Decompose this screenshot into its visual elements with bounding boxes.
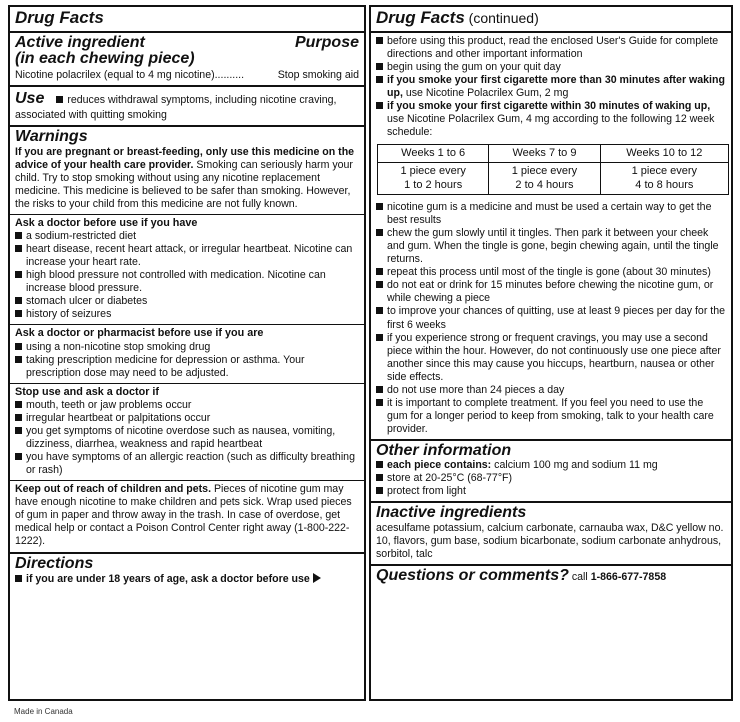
phone-number[interactable]: 1-866-677-7858 [590, 571, 667, 584]
directions-item: if you are under 18 years of age, ask a doctor before use [15, 573, 359, 586]
inactive-ingredients-section [371, 503, 731, 566]
questions-section [371, 566, 731, 588]
list-item: you get symptoms of nicotine overdose such as nausea, vomiting, dizziness, diarrhea, weakness and rapid heartbeat [15, 425, 359, 451]
bullet-icon [376, 461, 383, 468]
table-header-cell: Weeks 7 to 9 [489, 144, 600, 163]
use-heading: Use [15, 90, 45, 108]
list-item: a sodium-restricted diet [15, 230, 359, 243]
list-item: heart disease, recent heart attack, or irregular heartbeat. Nicotine can increase your heart rate. [15, 243, 359, 269]
inactive-ingredients-heading: Inactive ingredients [376, 504, 527, 522]
drug-facts-title-continued: Drug Facts [376, 8, 465, 27]
dosage-schedule-table [377, 144, 729, 196]
bullet-icon [15, 414, 22, 421]
bullet-icon [376, 63, 383, 70]
bullet-icon [15, 427, 22, 434]
bullet-icon [376, 474, 383, 481]
ingredient-name: Nicotine polacrilex (equal to 4 mg nicotine).......... [15, 69, 245, 82]
warnings-heading: Warnings [15, 127, 88, 145]
ingredient-purpose: Stop smoking aid [277, 69, 359, 82]
bullet-icon [15, 343, 22, 350]
list-item: high blood pressure not controlled with medication. Nicotine can increase blood pressure. [15, 269, 359, 295]
made-in-label: Made in Canada [14, 707, 73, 716]
pregnancy-warning: If you are pregnant or breast-feeding, only use this medicine on the advice of your health care provider. Smoking can seriously harm your child. Try to stop smoking without using any nicotine replacement medicine. This medicine is believed to be safer than smoking. However, the risks to your child from this medicine are not fully known. [10, 146, 364, 215]
stop-use-block [10, 384, 364, 481]
use-section [10, 87, 364, 127]
list-item: do not use more than 24 pieces a day [376, 384, 726, 397]
list-item: begin using the gum on your quit day [376, 61, 726, 74]
list-item: if you smoke your first cigarette within 30 minutes of waking up, use Nicotine Polacrilex Gum, 4 mg according to the following 12 week schedule: [376, 100, 726, 139]
bullet-icon [376, 307, 383, 314]
bullet-icon [376, 102, 383, 109]
bullet-icon [376, 229, 383, 236]
active-ingredient-subheading: (in each chewing piece) [15, 50, 195, 68]
table-cell: 1 piece every 2 to 4 hours [489, 163, 600, 195]
list-item: using a non-nicotine stop smoking drug [15, 341, 359, 354]
questions-heading: Questions or comments? [376, 567, 569, 585]
bullet-icon [376, 386, 383, 393]
purpose-heading: Purpose [294, 33, 359, 51]
bullet-icon [376, 37, 383, 44]
inactive-ingredients-text: acesulfame potassium, calcium carbonate, carnauba wax, D&C yellow no. 10, flavors, gum base, sodium bicarbonate, sodium carbonate anhydrous, sorbitol, talc [376, 522, 724, 561]
list-item: it is important to complete treatment. If you feel you need to use the gum for a longer period to keep from smoking, talk to your health care provider. [376, 397, 726, 436]
bullet-icon [376, 487, 383, 494]
bullet-icon [15, 356, 22, 363]
bullet-icon [15, 232, 22, 239]
list-item: chew the gum slowly until it tingles. Then park it between your cheek and gum. When the tingle is gone, begin chewing again, until the tingle returns. [376, 227, 726, 266]
list-item: mouth, teeth or jaw problems occur [15, 399, 359, 412]
list-item: each piece contains: calcium 100 mg and sodium 11 mg [376, 459, 726, 472]
list-item: before using this product, read the enclosed User's Guide for complete directions and other important information [376, 35, 726, 61]
list-item: if you experience strong or frequent cravings, you may use a second piece within the hour. However, do not continuously use one piece after another since this may cause you hiccups, heartburn, nausea or other side effects. [376, 332, 726, 384]
stop-use-heading: Stop use and ask a doctor if [15, 385, 159, 398]
keep-out-of-reach-block: Keep out of reach of children and pets. Pieces of nicotine gum may have enough nicotine to make children and pets sick. Wrap used pieces of gum in paper and throw away in the trash. In case of overdose, get medical help or contact a Poison Control Center right away (1-800-222-1222). [15, 482, 352, 547]
bullet-icon [376, 334, 383, 341]
list-item: do not eat or drink for 15 minutes before chewing the nicotine gum, or while chewing a piece [376, 279, 726, 305]
list-item: store at 20-25°C (68-77°F) [376, 472, 726, 485]
ask-pharmacist-list [15, 341, 359, 380]
bullet-icon [376, 203, 383, 210]
bullet-icon [15, 297, 22, 304]
continue-arrow-icon [313, 573, 321, 583]
bullet-icon [56, 96, 63, 103]
continued-label: (continued) [464, 10, 539, 26]
list-item: history of seizures [15, 308, 359, 321]
call-label: call [568, 571, 591, 584]
bullet-icon [15, 245, 22, 252]
bullet-icon [15, 271, 22, 278]
list-item: stomach ulcer or diabetes [15, 295, 359, 308]
bullet-icon [15, 310, 22, 317]
drug-facts-panel-left [8, 5, 366, 701]
drug-facts-panel-right [369, 5, 733, 701]
ask-doctor-heading: Ask a doctor before use if you have [15, 216, 198, 229]
directions-list-top [376, 35, 726, 139]
use-text: reduces withdrawal symptoms, including nicotine craving, associated with quitting smoking [15, 94, 337, 121]
drug-facts-header [10, 7, 364, 33]
directions-continued-section [371, 33, 731, 441]
bullet-icon [376, 268, 383, 275]
ask-doctor-list [15, 230, 359, 321]
drug-facts-continued-header [371, 7, 731, 33]
list-item: to improve your chances of quitting, use at least 9 pieces per day for the first 6 weeks [376, 305, 726, 331]
list-item: protect from light [376, 485, 726, 498]
bullet-icon [376, 76, 383, 83]
list-item: you have symptoms of an allergic reaction (such as difficulty breathing or rash) [15, 451, 359, 477]
directions-list-bottom [376, 201, 726, 435]
stop-use-list [15, 399, 359, 477]
bullet-icon [376, 281, 383, 288]
other-information-list [376, 459, 726, 498]
list-item: if you smoke your first cigarette more than 30 minutes after waking up, use Nicotine Polacrilex Gum, 2 mg [376, 74, 726, 100]
directions-section [10, 554, 364, 589]
list-item: taking prescription medicine for depression or asthma. Your prescription dose may need to be adjusted. [15, 354, 359, 380]
warnings-section [10, 127, 364, 554]
table-cell: 1 piece every 1 to 2 hours [378, 163, 489, 195]
bullet-icon [15, 575, 22, 582]
ask-pharmacist-block [10, 325, 364, 383]
list-item: repeat this process until most of the tingle is gone (about 30 minutes) [376, 266, 726, 279]
drug-facts-title: Drug Facts [15, 8, 104, 27]
active-ingredient-section [10, 33, 364, 88]
active-ingredient-heading: Active ingredient [15, 33, 145, 51]
other-information-section [371, 441, 731, 504]
table-cell: 1 piece every 4 to 8 hours [600, 163, 728, 195]
ask-doctor-block [10, 215, 364, 325]
bullet-icon [15, 453, 22, 460]
list-item: irregular heartbeat or palpitations occur [15, 412, 359, 425]
other-information-heading: Other information [376, 441, 512, 459]
directions-heading: Directions [15, 554, 94, 572]
list-item: nicotine gum is a medicine and must be used a certain way to get the best results [376, 201, 726, 227]
ask-pharmacist-heading: Ask a doctor or pharmacist before use if you are [15, 327, 264, 340]
table-header-row [378, 144, 729, 163]
bullet-icon [15, 401, 22, 408]
bullet-icon [376, 399, 383, 406]
table-header-cell: Weeks 10 to 12 [600, 144, 728, 163]
table-row [378, 163, 729, 195]
table-header-cell: Weeks 1 to 6 [378, 144, 489, 163]
